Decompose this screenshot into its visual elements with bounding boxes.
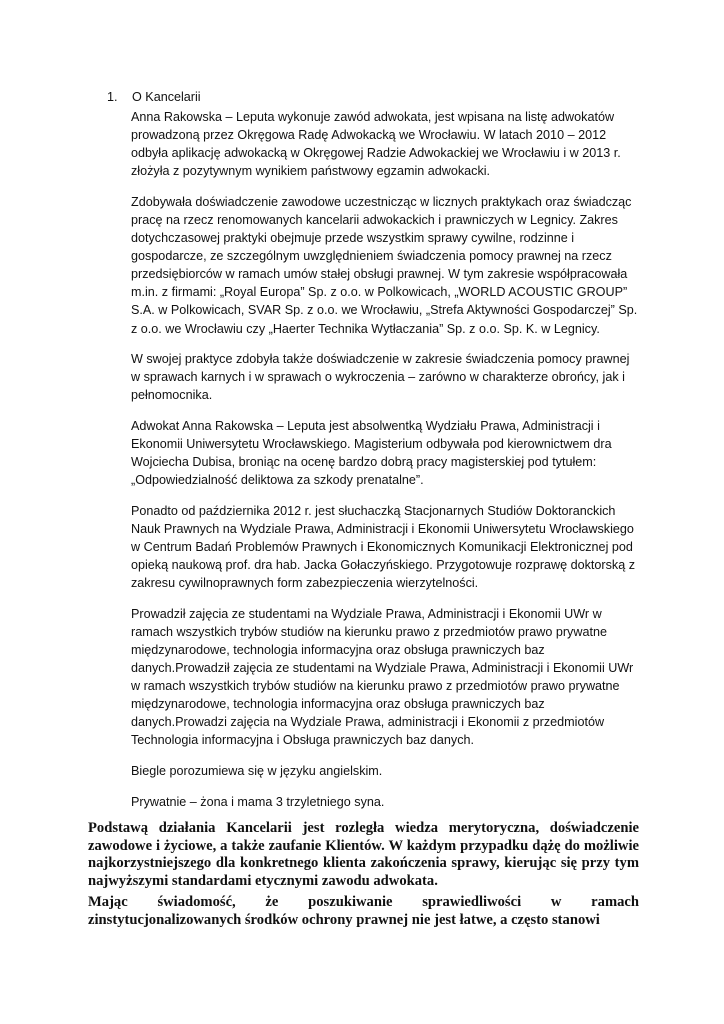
section-number: 1.: [107, 90, 118, 104]
paragraph-teaching: Prowadził zajęcia ze studentami na Wydziale Prawa, Administracji i Ekonomii UWr w ramach wszystkich trybów studiów na kierunku prawo z przedmiotów prawo prywatne międzynarodowe, technologia informacyjna oraz obsługa prawniczych baz danych.Prowadził zajęcia ze studentami na Wydziale Prawa, Administracji i Ekonomii UWr w ramach wszystkich trybów studiów na kierunku prawo z przedmiotów prawo prywatne międzynarodowe, technologia informacyjna oraz obsługa prawniczych baz danych.Prowadzi zajęcia na Wydziale Prawa, administracji i Ekonomii z przedmiotów Technologia informacyjna i Obsługa prawniczych baz danych.: [131, 606, 634, 748]
kancelaria-mission: [88, 820, 639, 933]
paragraph-private: Prywatnie – żona i mama 3 trzyletniego syna.: [131, 794, 385, 809]
mission-paragraph: Podstawą działania Kancelarii jest rozległa wiedza merytoryczna, doświadczenie zawodowe i życiowe, a także zaufanie Klientów. W każdym przypadku dążę do możliwie najkorzystniejszego dla konkretnego klienta zakończenia sprawy, kierując się przy tym najwyższymi standardami etycznymi zawodu adwokata.: [88, 820, 639, 889]
paragraph-bio: Anna Rakowska – Leputa wykonuje zawód adwokata, jest wpisana na listę adwokatów prowadzoną przez Okręgowa Radę Adwokacką we Wrocławiu. W latach 2010 – 2012 odbyła aplikację adwokacką w Okręgowej Radzie Adwokackiej we Wrocławiu i w 2013 r. złożyła z pozytywnym wynikiem państwowy egzamin adwokacki.: [131, 110, 621, 179]
mission-paragraph-continued: Mając świadomość, że poszukiwanie sprawiedliwości w ramach zinstytucjonalizowanych środków ochrony prawnej nie jest łatwe, a często stanowi: [88, 894, 639, 928]
paragraph-languages: Biegle porozumiewa się w języku angielskim.: [131, 764, 383, 778]
paragraph-doctoral-studies: Ponadto od października 2012 r. jest słuchaczką Stacjonarnych Studiów Doktoranckich Nauk Prawnych na Wydziale Prawa, Administracji i Ekonomii Uniwersytetu Wrocławskiego w Centrum Badań Problemów Prawnych i Ekonomicznych Komunikacji Elektronicznej pod opieką naukową prof. dra hab. Jacka Gołaczyńskiego. Przygotowuje rozprawę doktorską z zakresu cywilnoprawnych form zabezpieczenia wierzytelności.: [131, 503, 636, 591]
section-heading: [107, 88, 201, 106]
paragraph-education: Adwokat Anna Rakowska – Leputa jest absolwentką Wydziału Prawa, Administracji i Ekonomii Uniwersytetu Wrocławskiego. Magisterium odbywała pod kierownictwem dra Wojciecha Dubisa, broniąc na ocenę bardzo dobrą pracy magisterskiej pod tytułem: „Odpowiedzialność deliktowa za szkody prenatalne”.: [131, 418, 612, 488]
paragraph-experience: Zdobywała doświadczenie zawodowe uczestnicząc w licznych praktykach oraz świadcząc pracę na rzecz renomowanych kancelarii adwokackich i prawniczych w Legnicy. Zakres dotychczasowej praktyki obejmuje przede wszystkim sprawy cywilne, rodzinne i gospodarcze, ze szczególnym uwzględnieniem świadczenia pomocy prawnej na rzecz przedsiębiorców w ramach umów stałej obsługi prawnej. W tym zakresie współpracowała m.in. z firmami: „Royal Europa” Sp. z o.o. w Polkowicach, „WORLD ACOUSTIC GROUP” S.A. w Polkowicach, SVAR Sp. z o.o. we Wrocławiu, „Strefa Aktywności Gospodarczej” Sp. z o.o. we Wrocławiu czy „Haerter Technika Wytłaczania” Sp. z o.o. Sp. K. w Legnicy.: [131, 194, 638, 336]
paragraph-criminal-practice: W swojej praktyce zdobyła także doświadczenie w zakresie świadczenia pomocy prawnej w sprawach karnych i w sprawach o wykroczenia – zarówno w charakterze obrońcy, jak i pełnomocnika.: [131, 352, 630, 403]
section-title: O Kancelarii: [132, 90, 201, 104]
about-body: [131, 108, 639, 823]
